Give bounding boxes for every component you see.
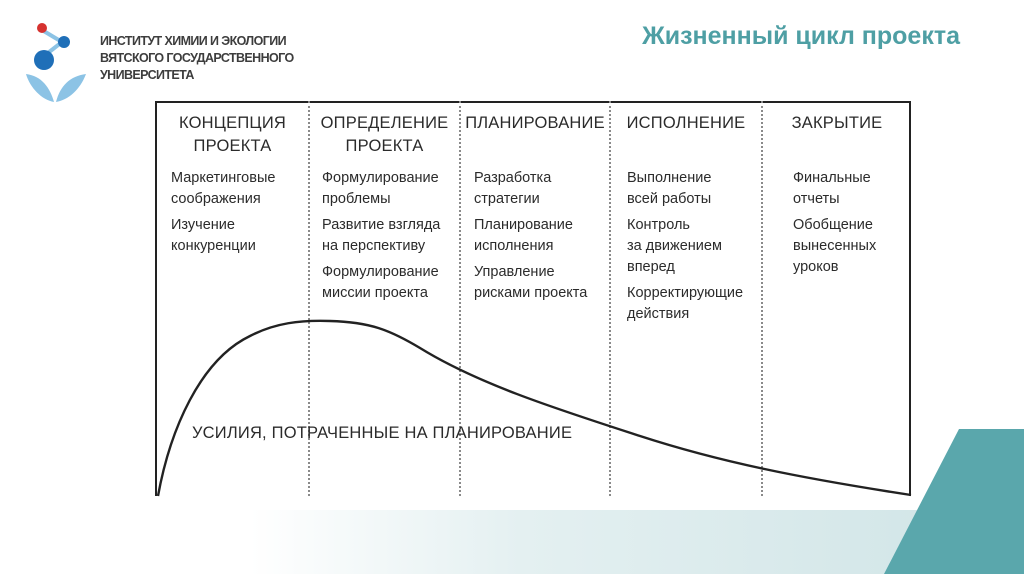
phase-item: Обобщение вынесенных уроков bbox=[793, 217, 877, 275]
phase-title: ЗАКРЫТИЕ bbox=[791, 114, 883, 132]
phase-title: ИСПОЛНЕНИЕ bbox=[626, 114, 746, 132]
phase-items-execution bbox=[627, 168, 743, 330]
phase-item: Финальные отчеты bbox=[793, 170, 871, 207]
phase-item: Корректирующие действия bbox=[627, 285, 744, 322]
logo-leaf-left bbox=[26, 74, 54, 102]
phase-item: Выполнение всей работы bbox=[627, 170, 712, 207]
phase-execution bbox=[611, 112, 761, 135]
phase-closure bbox=[763, 112, 911, 135]
phase-divider bbox=[609, 101, 611, 496]
phase-items-planning bbox=[474, 168, 587, 309]
phase-item: Контроль за движением вперед bbox=[627, 217, 722, 275]
institute-name-line: ВЯТСКОГО ГОСУДАРСТВЕННОГО bbox=[100, 51, 294, 65]
institute-logo bbox=[20, 18, 90, 106]
institute-name-line: ИНСТИТУТ ХИМИИ И ЭКОЛОГИИ bbox=[100, 34, 286, 48]
institute-name-line: УНИВЕРСИТЕТА bbox=[100, 68, 194, 82]
phase-concept bbox=[157, 112, 308, 158]
phase-item: Формулирование миссии проекта bbox=[322, 264, 439, 301]
phase-item: Формулирование проблемы bbox=[322, 170, 439, 207]
phase-divider bbox=[761, 101, 763, 496]
institute-name bbox=[100, 33, 330, 84]
logo-leaf-right bbox=[56, 74, 86, 102]
phase-items-definition bbox=[322, 168, 440, 309]
phase-item: Маркетинговые соображения bbox=[171, 170, 276, 207]
logo-red-dot bbox=[37, 23, 47, 33]
phase-title: КОНЦЕПЦИЯ ПРОЕКТА bbox=[178, 114, 287, 155]
logo-blue-dot-large bbox=[34, 50, 54, 70]
phase-item: Управление рисками проекта bbox=[474, 264, 588, 301]
phase-definition bbox=[310, 112, 459, 158]
logo-blue-dot-small bbox=[58, 36, 70, 48]
phase-title: ОПРЕДЕЛЕНИЕ ПРОЕКТА bbox=[320, 114, 449, 155]
phase-items-closure bbox=[793, 168, 876, 283]
phase-item: Изучение конкуренции bbox=[171, 217, 256, 254]
phase-item: Планирование исполнения bbox=[474, 217, 573, 254]
page-title: Жизненный цикл проекта bbox=[642, 22, 960, 50]
phase-items-concept bbox=[171, 168, 275, 262]
phase-item: Разработка стратегии bbox=[474, 170, 552, 207]
phase-planning bbox=[461, 112, 609, 135]
curve-label: УСИЛИЯ, ПОТРАЧЕННЫЕ НА ПЛАНИРОВАНИЕ bbox=[192, 424, 573, 442]
phase-item: Развитие взгляда на перспективу bbox=[322, 217, 441, 254]
phase-title: ПЛАНИРОВАНИЕ bbox=[465, 114, 605, 132]
